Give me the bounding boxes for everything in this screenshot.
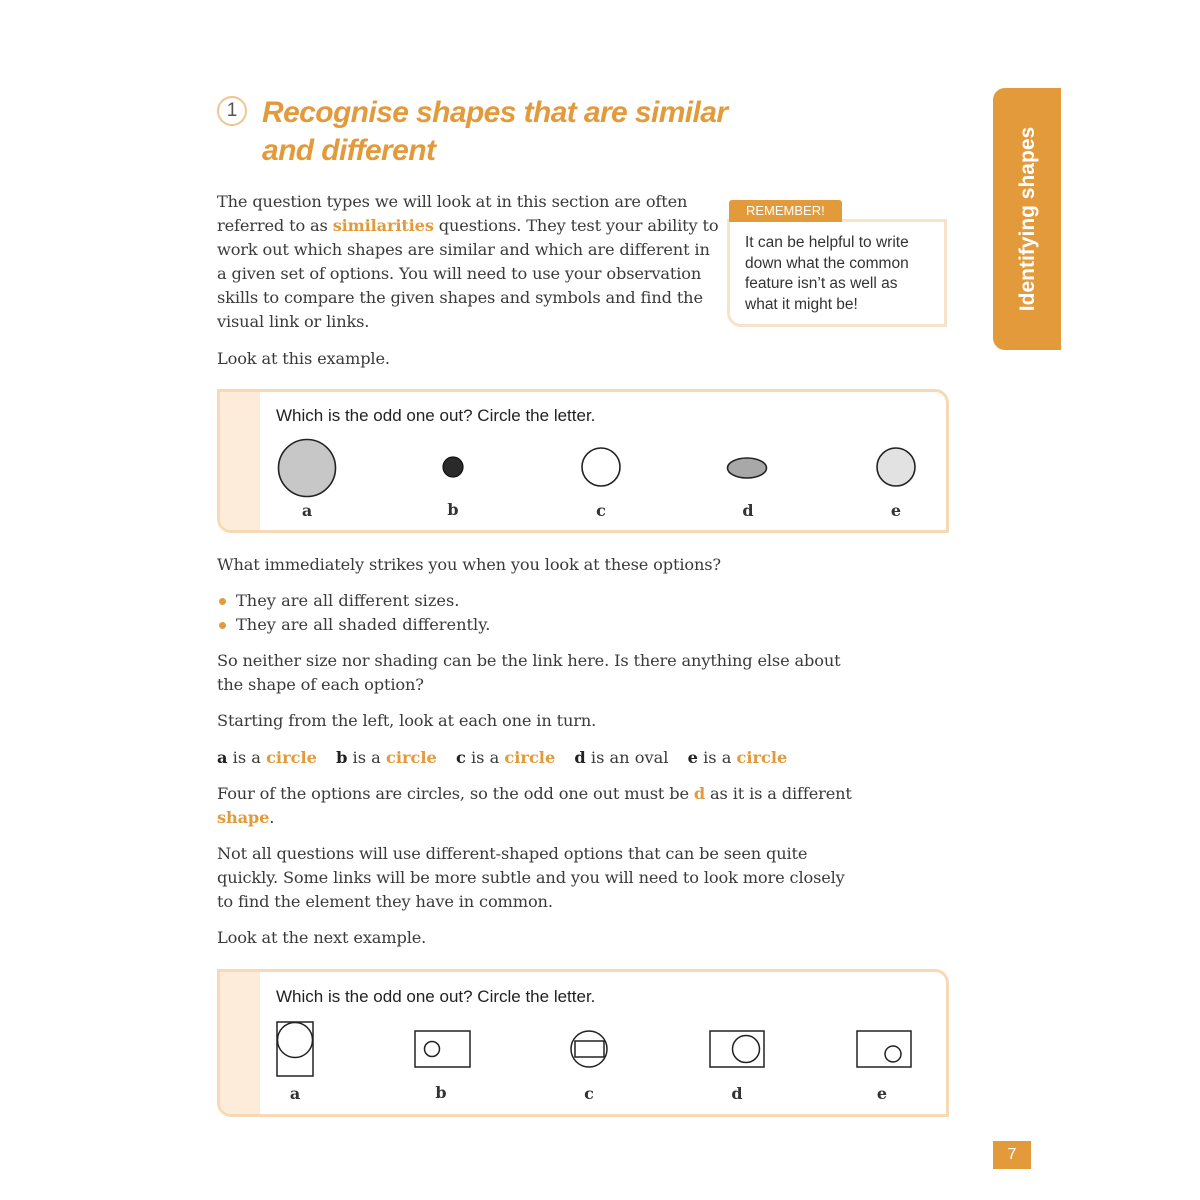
- look-next-text: Look at the next example.: [217, 928, 427, 947]
- text-line: what it might be!: [745, 295, 858, 313]
- text-fragment: .: [269, 808, 275, 827]
- neither-paragraph: [217, 649, 840, 697]
- example-2-question: Which is the odd one out? Circle the letter.: [276, 987, 596, 1006]
- option-letter-c[interactable]: c: [584, 1084, 594, 1103]
- text-line: The question types we will look at in this section are often: [217, 192, 688, 211]
- identification-item: [574, 748, 668, 767]
- option-letter-d[interactable]: d: [742, 501, 754, 520]
- text-line: work out which shapes are similar and which are different in: [217, 240, 710, 259]
- option-letter-d[interactable]: d: [731, 1084, 743, 1103]
- bullet-icon: [219, 622, 226, 629]
- option-letter-e[interactable]: e: [876, 1084, 888, 1103]
- text-line: Not all questions will use different-shaped options that can be seen quite: [217, 844, 808, 863]
- identification-letter: b: [336, 748, 348, 767]
- bullet-icon: [219, 598, 226, 605]
- list-item: [217, 589, 490, 613]
- text-fragment: is a: [347, 748, 386, 767]
- identification-letter: d: [574, 748, 586, 767]
- list-item-text: They are all shaded differently.: [236, 615, 491, 634]
- remember-text: [745, 233, 945, 315]
- text-line: the shape of each option?: [217, 675, 424, 694]
- text-line: feature isn’t as well as: [745, 275, 898, 292]
- text-fragment: questions. They test your ability to: [433, 216, 719, 235]
- intro-paragraph: [217, 190, 718, 334]
- section-title: [262, 94, 732, 170]
- text-fragment: Four of the options are circles, so the odd one out must be: [217, 784, 694, 803]
- remember-label: REMEMBER!: [729, 200, 842, 222]
- identification-shape: oval: [634, 748, 669, 767]
- option-letter-b[interactable]: b: [447, 500, 459, 519]
- text-line: a given set of options. You will need to use your observation: [217, 264, 702, 283]
- text-fragment: is a: [465, 748, 505, 767]
- text-fragment: is a: [697, 748, 737, 767]
- text-line: to find the element they have in common.: [217, 892, 553, 911]
- observation-list: [217, 589, 490, 637]
- identification-letter: c: [455, 748, 466, 767]
- example-box-stripe: [220, 392, 260, 530]
- example-box-stripe: [220, 972, 260, 1114]
- text-line: skills to compare the given shapes and symbols and find the: [217, 288, 703, 307]
- option-letter-c[interactable]: c: [596, 501, 606, 520]
- identification-letter: a: [217, 748, 228, 767]
- identification-shape: circle: [736, 748, 788, 767]
- starting-text: Starting from the left, look at each one in turn.: [217, 711, 597, 730]
- look-example-text: Look at this example.: [217, 349, 390, 368]
- option-letter-e[interactable]: e: [890, 501, 902, 520]
- identification-item: [688, 748, 788, 767]
- strikes-text: What immediately strikes you when you look at these options?: [217, 555, 721, 574]
- keyword-similarities: similarities: [332, 216, 434, 235]
- keyword-shape: shape: [217, 808, 270, 827]
- text-line: [217, 782, 852, 806]
- list-item: [217, 613, 490, 637]
- section-title-line: and different: [262, 134, 436, 167]
- text-fragment: referred to as: [217, 216, 333, 235]
- identification-shape: circle: [504, 748, 556, 767]
- identification-item: [336, 748, 437, 767]
- option-letter-a[interactable]: a: [289, 1084, 301, 1103]
- identification-item: [456, 748, 555, 767]
- text-line: So neither size nor shading can be the link here. Is there anything else about: [217, 651, 841, 670]
- text-line: It can be helpful to write: [745, 234, 909, 251]
- not-all-paragraph: [217, 842, 845, 914]
- text-line: down what the common: [745, 254, 909, 272]
- text-line: [217, 214, 718, 238]
- option-letter-b[interactable]: b: [435, 1083, 447, 1102]
- identification-shape: circle: [266, 748, 317, 767]
- text-line: visual link or links.: [217, 312, 370, 331]
- page-number: 7: [993, 1141, 1031, 1169]
- section-number: 1: [217, 96, 247, 126]
- section-title-line: Recognise shapes that are similar: [262, 96, 728, 129]
- list-item-text: They are all different sizes.: [236, 591, 460, 610]
- text-fragment: as it is a different: [705, 784, 852, 803]
- answer-letter: d: [693, 784, 706, 803]
- example-1-question: Which is the odd one out? Circle the letter.: [276, 406, 596, 425]
- text-fragment: is a: [227, 748, 267, 767]
- shape-identification-line: [217, 746, 801, 770]
- text-line: [217, 806, 852, 830]
- four-options-paragraph: [217, 782, 852, 830]
- text-fragment: is an: [585, 748, 635, 767]
- identification-shape: circle: [385, 748, 437, 767]
- identification-letter: e: [687, 748, 698, 767]
- text-line: quickly. Some links will be more subtle and you will need to look more closely: [217, 868, 845, 887]
- option-letter-a[interactable]: a: [301, 501, 313, 520]
- identification-item: [217, 748, 317, 767]
- chapter-side-tab-label: Identifying shapes: [1016, 126, 1039, 312]
